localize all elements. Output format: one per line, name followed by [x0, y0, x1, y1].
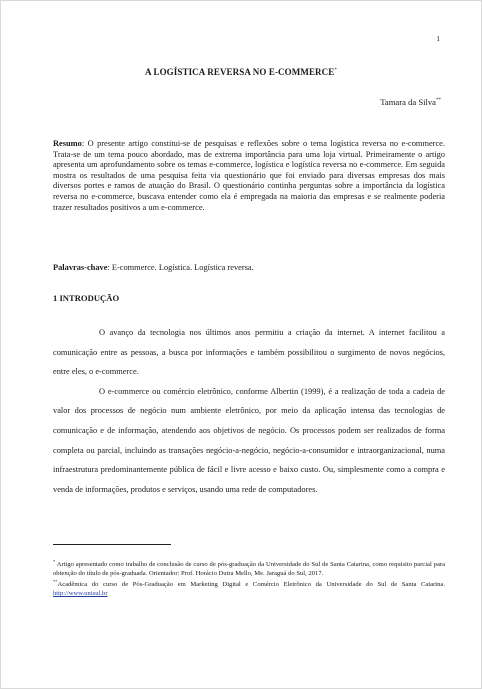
- footnotes: [53, 558, 445, 599]
- footnote-divider: [53, 544, 171, 545]
- footnote-2: [53, 578, 445, 598]
- footnote-1-mark: *: [53, 559, 56, 564]
- body-text: [53, 323, 445, 499]
- section-heading: 1 INTRODUÇÃO: [53, 293, 120, 303]
- title-footnote-mark: *: [334, 68, 337, 73]
- paper-title-text: A LOGÍSTICA REVERSA NO E-COMMERCE: [145, 67, 335, 77]
- page-number: 1: [436, 34, 440, 43]
- footnote-2-mark: **: [53, 579, 58, 585]
- abstract: [53, 139, 445, 213]
- abstract-label: Resumo: [53, 139, 82, 148]
- footnote-2-text: Acadêmica do curso de Pós-Graduação em Marketing Digital e Comércio Eletrônico da Universidade do Sul de Santa Catarina.: [57, 581, 445, 589]
- footnote-1: [53, 558, 445, 578]
- author-footnote-mark: **: [436, 98, 441, 104]
- author-name: [380, 97, 441, 107]
- footnote-1-text: Artigo apresentado como trabalho de conclusão de curso de pós-graduação da Universidade do Sul de Santa Catarina, como requisito parcial para obtenção do título de pós-graduada. Orientador: Prof. Horácio Dutra Mello, Me. Jaraguá do Sul, 2017.: [53, 561, 445, 577]
- paragraph: O avanço da tecnologia nos últimos anos permitiu a criação da internet. A internet facilitou a comunicação entre as pessoas, a busca por informações e também possibilitou o surgimento de novos negócios, entre eles, o e-commerce.: [53, 328, 445, 377]
- keywords-label: Palavras-chave: [53, 263, 108, 272]
- abstract-text: : O presente artigo constitui-se de pesquisas e reflexões sobre o tema logística reversa no e-commerce. Trata-se de um tema pouco abordado, mas de extrema importância para uma loja virtual. Primeiramente o artigo apresenta um aprofundamento sobre os temas e-commerce, logística e logística reversa no e-commerce. Em seguida mostra os resultados de uma pesquisa feita via questionário que foi enviado para diversas empresas dos mais diversos portes e ramos de atuação do Brasil. O questionário continha perguntas sobre a importância da logística reversa no e-commerce, buscava entender como ela é empregada na maioria das empresas e se realmente poderia trazer resultados positivos a um e-commerce.: [53, 139, 445, 212]
- unisul-link[interactable]: http://www.unisul.br: [53, 590, 108, 598]
- paper-title: [1, 67, 481, 77]
- paragraph: O e-commerce ou comércio eletrônico, conforme Albertin (1999), é a realização de toda a cadeia de valor dos processos de negócio num ambiente eletrônico, por meio da aplicação intensa das tecnologias de comunicação e de informação, atendendo aos objetivos de negócio. Os processos podem ser realizados de forma completa ou parcial, incluindo as transações negócio-a-negócio, negócio-a-consumidor e intraorganizacional, numa infraestrutura predominantemente pública de fácil e livre acesso e baixo custo. Ou, simplesmente como a compra e venda de informações, produtos e serviços, usando uma rede de computadores.: [53, 386, 445, 494]
- author-name-text: Tamara da Silva: [380, 97, 436, 107]
- keywords: [53, 263, 445, 272]
- keywords-text: : E-commerce. Logística. Logística reversa.: [107, 263, 254, 272]
